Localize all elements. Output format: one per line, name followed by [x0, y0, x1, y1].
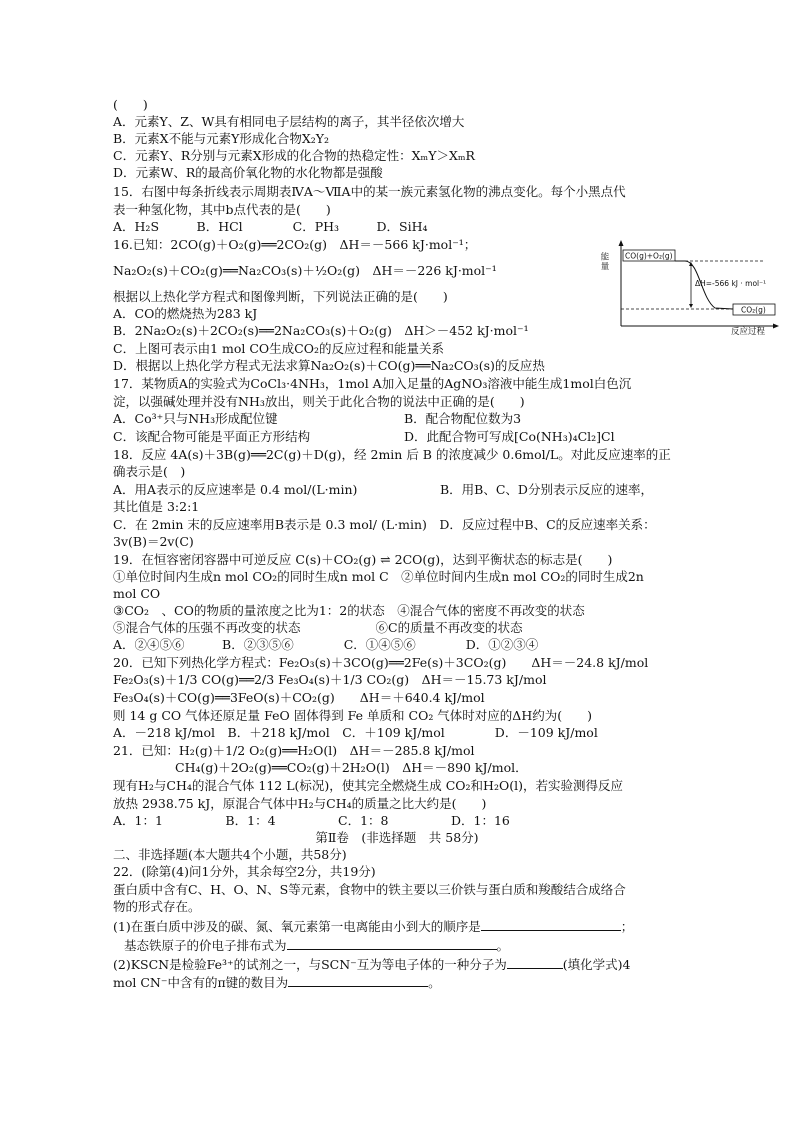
y-axis-label: 能量: [599, 252, 609, 271]
q16-prompt: 根据以上热化学方程式和图像判断，下列说法正确的是( ): [113, 289, 448, 304]
q22-part2b-text: mol CN⁻中含有的π键的数目为: [113, 975, 289, 990]
q17-stem-line2: 淀，以强碱处理并没有NH₃放出，则关于此化合物的说法中正确的是( ): [113, 394, 525, 409]
q22-part2-answer-blank[interactable]: [507, 955, 563, 969]
q22-intro-line1: 蛋白质中含有C、H、O、N、S等元素，食物中的铁主要以三价铁与蛋白质和羧酸结合成络合: [113, 882, 626, 897]
q18-option-b: B．用B、C、D分别表示反应的速率，: [440, 482, 653, 497]
q18-option-d-cont: 3v(B)＝2v(C): [113, 534, 194, 549]
q17-option-a: A．Co³⁺只与NH₃形成配位键: [113, 411, 278, 426]
q17-option-b: B．配合物配位数为3: [404, 411, 522, 426]
q20-options: A．－218 kJ/mol B．＋218 kJ/mol C．＋109 kJ/mol D．－109 kJ/mol: [113, 725, 598, 740]
product-label: CO₂(g): [741, 305, 766, 315]
q16-equation-1: 16.已知：2CO(g)＋O₂(g)══2CO₂(g) ΔH＝－566 kJ·mol⁻¹；: [113, 237, 477, 252]
q22-part2b-period: 。: [428, 975, 441, 990]
q21-stem-line2: 放热 2938.75 kJ，原混合气体中H₂与CH₄的质量之比大约是( ): [113, 796, 487, 811]
section-ii-title: 第Ⅱ卷 (非选择题 共 58分): [315, 830, 479, 845]
q14-option-a: A．元素Y、Z、W具有相同电子层结构的离子，其半径依次增大: [113, 114, 465, 129]
q17-option-c: C．该配合物可能是平面正方形结构: [113, 429, 311, 444]
q22-part1-text: (1)在蛋白质中涉及的碳、氮、氧元素第一电离能由小到大的顺序是: [113, 919, 481, 934]
q14-option-b: B．元素X不能与元素Y形成化合物X₂Y₂: [113, 131, 330, 146]
q19-items-3-4: ③CO₂ 、CO的物质的量浓度之比为1：2的状态 ④混合气体的密度不再改变的状态: [113, 603, 585, 618]
q14-option-d: D．元素W、R的最高价氧化物的水化物都是强酸: [113, 165, 383, 180]
section-two-heading: 二、非选择题(本大题共4个小题，共58分): [113, 847, 347, 862]
q15-stem-line1: 15．右图中每条折线表示周期表ⅣA～ⅦA中的某一族元素氢化物的沸点变化。每个小黑点代: [113, 184, 626, 199]
x-axis-arrow: [773, 324, 779, 329]
q22-part1-semicolon: ；: [620, 919, 634, 934]
q16-option-c: C．上图可表示由1 mol CO生成CO₂的反应过程和能量关系: [113, 341, 444, 356]
q18-stem-line1: 18．反应 4A(s)＋3B(g)══2C(g)＋D(g)，经 2min 后 B 的浓度减少 0.6mol/L。对此反应速率的正: [113, 447, 671, 462]
q22-part2-hint: (填化学式)4: [562, 957, 631, 972]
q18-option-a: A．用A表示的反应速率是 0.4 mol/(L·min): [113, 482, 358, 497]
q22-part2b-answer-blank[interactable]: [288, 973, 428, 987]
q22-scoring-note: 22．(除第(4)问1分外，其余每空2分，共19分): [113, 864, 376, 879]
q15-stem-line2: 表一种氢化物，其中b点代表的是( ): [113, 202, 331, 217]
q22-part1b-text: 基态铁原子的价电子排布式为: [124, 938, 287, 953]
delta-h-arrow-down: [689, 304, 693, 308]
q15-options: A．H₂S B．HCl C．PH₃ D．SiH₄: [113, 219, 428, 234]
q22-part1-line1: [113, 917, 633, 935]
q22-part1-answer-blank[interactable]: [481, 917, 621, 931]
q22-part2-line1: [113, 955, 631, 973]
q16-equation-2: Na₂O₂(s)＋CO₂(g)══Na₂CO₃(s)＋½O₂(g) ΔH＝－226 kJ·mol⁻¹: [113, 263, 497, 278]
x-axis-label: 反应过程: [731, 327, 766, 337]
q20-equation-1: 20．已知下列热化学方程式：Fe₂O₃(s)＋3CO(g)══2Fe(s)＋3CO₂(g) ΔH＝－24.8 kJ/mol: [113, 655, 649, 670]
q22-part1b-answer-blank[interactable]: [287, 936, 497, 950]
q22-part2-text: (2)KSCN是检验Fe³⁺的试剂之一，与SCN⁻互为等电子体的一种分子为: [113, 957, 507, 972]
q19-items-5-6: ⑤混合气体的压强不再改变的状态 ⑥C的质量不再改变的状态: [113, 620, 523, 635]
q20-prompt: 则 14 g CO 气体还原足量 FeO 固体得到 Fe 单质和 CO₂ 气体时对应的ΔH约为( ): [113, 708, 592, 723]
q21-equation-1: 21．已知：H₂(g)＋1/2 O₂(g)══H₂O(l) ΔH＝－285.8 kJ/mol: [113, 743, 475, 758]
q19-stem: 19．在恒容密闭容器中可逆反应 C(s)＋CO₂(g) ⇌ 2CO(g)，达到平衡状态的标志是( ): [113, 552, 613, 567]
q18-option-b-cont: 其比值是 3:2:1: [113, 499, 200, 514]
delta-h-label: ΔH=-566 kJ · mol⁻¹: [695, 279, 767, 288]
q14-option-c: C．元素Y、R分别与元素X形成的化合物的热稳定性：XₘY＞XₘR: [113, 148, 475, 163]
q22-part1b-period: 。: [496, 938, 510, 953]
q20-equation-2: Fe₂O₃(s)＋1/3 CO(g)══2/3 Fe₃O₄(s)＋1/3 CO₂(g) ΔH＝－15.73 kJ/mol: [113, 672, 547, 687]
q22-part2-line2: [113, 973, 441, 991]
q18-stem-line2: 确表示是( ): [113, 464, 186, 479]
y-axis-arrow: [619, 240, 624, 246]
energy-diagram: [599, 238, 779, 337]
reactant-label: CO(g)+O₂(g): [625, 251, 673, 261]
q16-option-d: D．根据以上热化学方程式无法求算Na₂O₂(s)＋CO(g)══Na₂CO₃(s)的反应热: [113, 358, 545, 373]
q18-option-c-d: C．在 2min 末的反应速率用B表示是 0.3 mol/ (L·min) D．反应过程中B、C的反应速率关系：: [113, 517, 656, 532]
q21-options: A．1：1 B．1：4 C．1：8 D．1：16: [113, 813, 510, 828]
q19-items-2-cont: mol CO: [113, 586, 161, 601]
q16-option-b: B．2Na₂O₂(s)＋2CO₂(s)══2Na₂CO₃(s)＋O₂(g) ΔH＞－452 kJ·mol⁻¹: [113, 323, 529, 338]
q20-equation-3: Fe₃O₄(s)＋CO(g)══3FeO(s)＋CO₂(g) ΔH＝＋640.4 kJ/mol: [113, 690, 485, 705]
q17-stem-line1: 17．某物质A的实验式为CoCl₃·4NH₃，1mol A加入足量的AgNO₃溶液中能生成1mol白色沉: [113, 376, 632, 391]
q17-option-d: D．此配合物可写成[Co(NH₃)₄Cl₂]Cl: [404, 429, 615, 444]
q16-option-a: A．CO的燃烧热为283 kJ: [113, 306, 258, 321]
q22-part1-line2: [124, 936, 509, 954]
q19-options: A．②④⑤⑥ B．②③⑤⑥ C．①④⑤⑥ D．①②③④: [113, 637, 539, 652]
q21-equation-2: CH₄(g)＋2O₂(g)══CO₂(g)＋2H₂O(l) ΔH＝－890 kJ/mol．: [175, 760, 528, 775]
q19-items-1-2: ①单位时间内生成n mol CO₂的同时生成n mol C ②单位时间内生成n mol CO₂的同时生成2n: [113, 569, 644, 584]
q22-intro-line2: 物的形式存在。: [113, 899, 201, 914]
answer-bracket: ( ): [113, 97, 148, 112]
q21-stem-line1: 现有H₂与CH₄的混合气体 112 L(标况)，使其完全燃烧生成 CO₂和H₂O(l)，若实验测得反应: [113, 778, 623, 793]
